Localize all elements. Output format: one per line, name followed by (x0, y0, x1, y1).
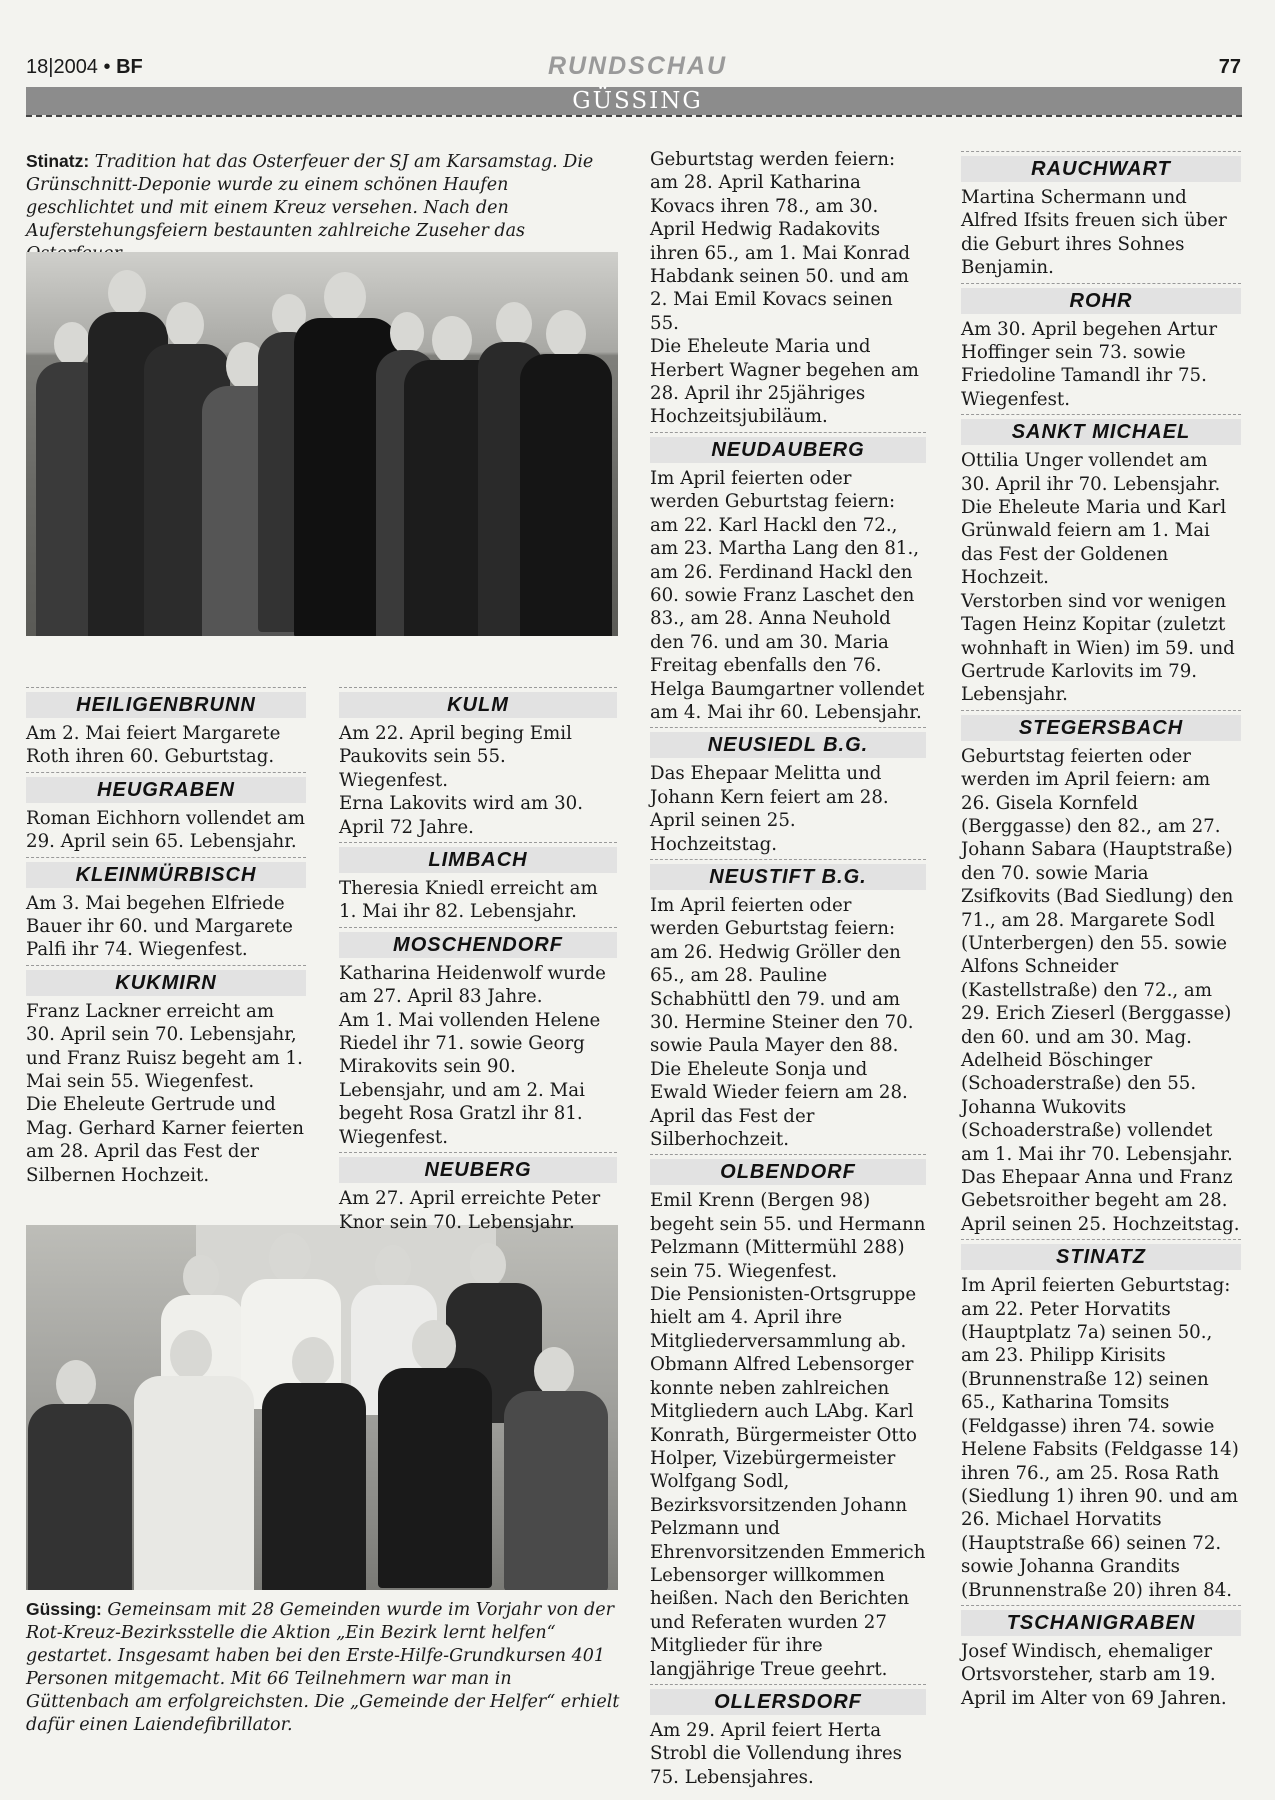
text-neusiedl: Das Ehepaar Melitta und Johann Kern feiert am 28. April seinen 25. Hochzeitstag. (650, 763, 889, 855)
heading-stinatz: STINATZ (961, 1239, 1241, 1270)
heading-rauchwart: RAUCHWART (961, 151, 1241, 182)
text-kleinmuerbisch: Am 3. Mai begehen Elfriede Bauer ihr 60. und Margarete Palfi ihr 74. Wiegenfest. (26, 892, 293, 961)
column-4 (961, 148, 1241, 1710)
text-heiligenbrunn: Am 2. Mai feiert Margarete Roth ihren 60. Geburtstag. (26, 723, 281, 768)
heading-moschendorf: MOSCHENDORF (339, 927, 617, 958)
heading-neudauberg: NEUDAUBERG (650, 432, 926, 463)
text-ollersdorf: Am 29. April feiert Herta Strobl die Vollendung ihres 75. Lebensjahres. (650, 1719, 902, 1788)
heading-rohr: ROHR (961, 283, 1241, 314)
text-rauchwart: Martina Schermann und Alfred Ifsits freuen sich über die Geburt ihres Sohnes Benjamin. (961, 187, 1227, 279)
heading-heiligenbrunn: HEILIGENBRUNN (26, 687, 306, 718)
heading-kulm: KULM (339, 687, 617, 718)
group-photo-red-cross (26, 1225, 618, 1590)
column-3 (650, 148, 926, 1789)
text-sanktmichael-1: Ottilia Unger vollendet am 30. April ihr 70. Lebensjahr. (961, 450, 1221, 495)
text-rohr: Am 30. April begehen Artur Hoffinger sein 73. sowie Friedoline Tamandl ihr 75. Wiegenfest. (961, 318, 1218, 410)
text-kukmirn-2: Die Eheleute Gertrude und Mag. Gerhard Karner feierten am 28. April das Fest der Silbernen Hochzeit. (26, 1094, 304, 1186)
text-intro-2: Die Eheleute Maria und Herbert Wagner begehen am 28. April ihr 25jähriges Hochzeitsjubiläum. (650, 336, 919, 428)
heading-limbach: LIMBACH (339, 842, 617, 873)
issue-info: 18|2004 • BF (26, 56, 143, 78)
text-moschendorf-2: Am 1. Mai vollenden Helene Riedel ihr 71. sowie Georg Mirakovits sein 90. Lebensjahr, und am 2. Mai begeht Rosa Gratzl ihr 81. Wiegenfest. (339, 1009, 601, 1148)
heading-neusiedl: NEUSIEDL B.G. (650, 727, 926, 758)
text-limbach: Theresia Kniedl erreicht am 1. Mai ihr 82. Lebensjahr. (339, 878, 598, 923)
heading-neuberg: NEUBERG (339, 1152, 617, 1183)
text-heugraben: Roman Eichhorn vollendet am 29. April sein 65. Lebensjahr. (26, 807, 305, 853)
heading-tschanigraben: TSCHANIGRABEN (961, 1605, 1241, 1636)
region-band-rule (26, 115, 1242, 117)
text-stinatz: Im April feierten Geburtstag: am 22. Peter Horvatits (Hauptplatz 7a) seinen 50., am 23. Philipp Kirisits (Brunnenstraße 12) seinen 65., Katharina Tomsits (Feldgasse) ihren 74. sowie Helene Fabsits (Feldgasse 14) ihren 76., am 25. Rosa Rath (Siedlung 1) ihren 90. und am 26. Michael Horvatits (Hauptstraße 66) seinen 72. sowie Johanna Grandits (Brunnenstraße 20) ihren 84. (961, 1275, 1239, 1601)
text-neustift-2: Die Eheleute Sonja und Ewald Wieder feiern am 28. April das Fest der Silberhochzeit. (650, 1058, 908, 1151)
text-stegersbach-2: Johanna Wukovits (Schoaderstraße) vollendet am 1. Mai ihr 70. Lebensjahr. (961, 1096, 1233, 1165)
text-kulm-2: Erna Lakovits wird am 30. April 72 Jahre. (339, 793, 584, 838)
heading-stegersbach: STEGERSBACH (961, 710, 1241, 741)
heading-kleinmuerbisch: KLEINMÜRBISCH (26, 857, 306, 888)
heading-sanktmichael: SANKT MICHAEL (961, 414, 1241, 445)
text-stegersbach-1: Geburtstag feierten oder werden im April feiern: am 26. Gisela Kornfeld (Berggasse) den 82., am 27. Johann Sabara (Hauptstraße) den 70. sowie Maria Zsifkovits (Bad Siedlung) den 71., am 28. Margarete Sodl (Unterbergen) den 55. sowie Alfons Schneider (Kastellstraße) den 72., am 29. Erich Zieserl (Berggasse) den 60. und am 30. Mag. Adelheid Böschinger (Schoaderstraße) den 55. (961, 745, 1234, 1095)
text-neudauberg-1: Im April feierten oder werden Geburtstag feiern: am 22. Karl Hackl den 72., am 23. Martha Lang den 81., am 26. Ferdinand Hackl den 60. sowie Franz Laschet den 83., am 28. Anna Neuhold den 76. und am 30. Maria Freitag ebenfalls den 76. (650, 467, 920, 677)
section-title: RUNDSCHAU (547, 52, 728, 80)
text-stegersbach-3: Das Ehepaar Anna und Franz Gebetsroither begeht am 28. April seinen 25. Hochzeitstag. (961, 1167, 1240, 1235)
photo-caption-bottom: Güssing: Gemeinsam mit 28 Gemeinden wurde im Vorjahr von der Rot-Kreuz-Bezirksstelle die Aktion „Ein Bezirk lernt helfen“ gestartet. Insgesamt haben bei den Erste-Hilfe-Grundkursen 401 Personen mitgemacht. Mit 66 Teilnehmern war man in Güttenbach am erfolgreichsten. Die „Gemeinde der Helfer“ erhielt dafür einen Laiendefibrillator. (26, 1599, 620, 1735)
photo-caption-top: Stinatz: Tradition hat das Osterfeuer der SJ am Karsamstag. Die Grünschnitt-Deponie wurde zu einem schönen Haufen geschlichtet und mit einem Kreuz versehen. Nach den Auferstehungsfeiern bestaunten zahlreiche Zuseher das (26, 151, 594, 241)
text-neuberg: Am 27. April erreichte Peter Knor sein 70. Lebensjahr. (339, 1188, 601, 1233)
text-olbendorf-2: Die Pensionisten-Ortsgruppe hielt am 4. April ihre Mitgliederversammlung ab. Obmann Alfred Lebensorger konnte neben zahlreichen Mitgliedern auch LAbg. Karl Konrath, Bürgermeister Otto Holper, Vizebürgermeister Wolfgang Sodl, Bezirksvorsitzenden Johann Pelzmann und Ehrenvorsitzenden Emmerich Lebensorger willkommen heißen. Nach den Berichten und Referaten wurden 27 Mitglieder für ihre langjährige Treue geehrt. (650, 1284, 926, 1680)
text-olbendorf-1: Emil Krenn (Bergen 98) begeht sein 55. und Hermann Pelzmann (Mittermühl 288) sein 75. Wiegenfest. (650, 1190, 926, 1282)
text-neustift-1: Im April feierten oder werden Geburtstag feiern: am 26. Hedwig Gröller den 65., am 28. Pauline Schabhüttl den 79. und am 30. Hermine Steiner den 70. sowie Paula Mayer den 88. (650, 894, 914, 1057)
text-sanktmichael-3: Verstorben sind vor wenigen Tagen Heinz Kopitar (zuletzt wohnhaft in Wien) im 59. und Gertrude Karlovits im 79. Lebensjahr. (961, 590, 1235, 706)
region-title: GÜSSING (572, 88, 703, 114)
text-moschendorf-1: Katharina Heidenwolf wurde am 27. April 83 Jahre. (339, 962, 606, 1008)
text-neudauberg-2: Helga Baumgartner vollendet am 4. Mai ihr 60. Lebensjahr. (650, 678, 925, 723)
text-intro-1: Geburtstag werden feiern: am 28. April Katharina Kovacs ihren 78., am 30. April Hedwig Radakovits ihren 65., am 1. Mai Konrad Habdank seinen 50. und am 2. Mai Emil Kovacs seinen 55. (650, 149, 910, 334)
heading-ollersdorf: OLLERSDORF (650, 1684, 926, 1715)
page-number: 77 (1218, 56, 1241, 78)
heading-neustift: NEUSTIFT B.G. (650, 859, 926, 890)
text-tschanigraben: Josef Windisch, ehemaliger Ortsvorsteher, starb am 19. April im Alter von 69 Jahren. (961, 1640, 1227, 1709)
column-a (26, 684, 306, 1187)
heading-kukmirn: KUKMIRN (26, 965, 306, 996)
text-kukmirn-1: Franz Lackner erreicht am 30. April sein 70. Lebensjahr, und Franz Ruisz begeht am 1. Mai sein 55. Wiegenfest. (26, 1000, 303, 1093)
text-kulm-1: Am 22. April beging Emil Paukovits sein 55. Wiegenfest. (339, 723, 572, 791)
text-sanktmichael-2: Die Eheleute Maria und Karl Grünwald feiern am 1. Mai das Fest der Goldenen Hochzeit. (961, 497, 1227, 589)
heading-heugraben: HEUGRABEN (26, 772, 306, 803)
heading-olbendorf: OLBENDORF (650, 1154, 926, 1185)
column-b (339, 684, 617, 1234)
group-photo-easter-fire (26, 252, 618, 636)
